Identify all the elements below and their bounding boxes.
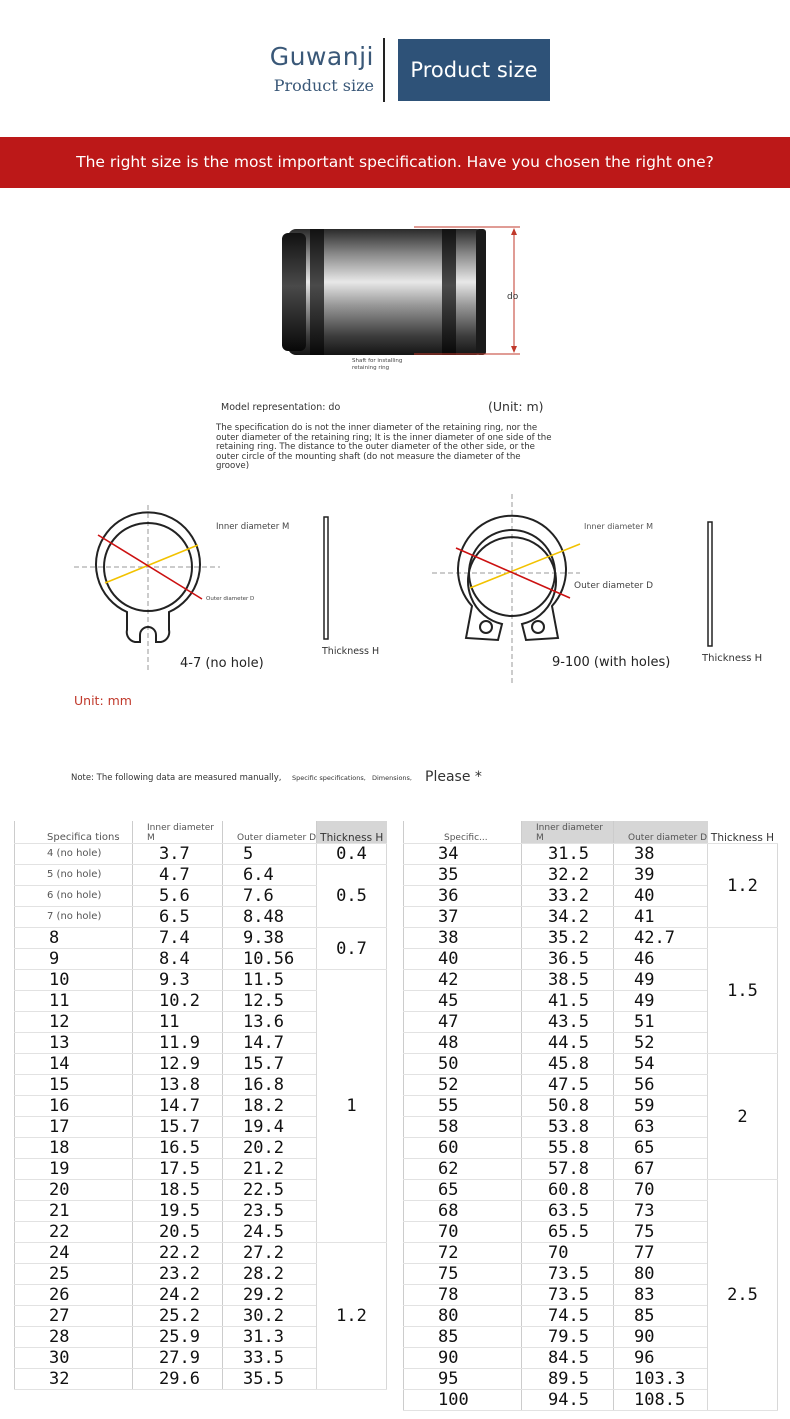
spec-cell: 17 [15,1117,133,1138]
inner-diameter-cell: 57.8 [522,1159,614,1180]
outer-diameter-cell: 49 [614,991,708,1012]
outer-diameter-cell: 15.7 [223,1054,317,1075]
spec-cell: 14 [15,1054,133,1075]
spec-cell: 22 [15,1222,133,1243]
table-row [404,844,778,865]
spec-cell: 24 [15,1243,133,1264]
table-row [15,844,387,865]
outer-diameter-cell: 75 [614,1222,708,1243]
do-label: do [507,292,519,302]
spec-cell: 68 [404,1201,522,1222]
thickness-cell: 1.5 [708,928,778,1054]
outer-diameter-cell: 65 [614,1138,708,1159]
outer-diameter-cell: 10.56 [223,949,317,970]
spec-cell: 36 [404,886,522,907]
inner-diameter-cell: 55.8 [522,1138,614,1159]
outer-diameter-cell: 108.5 [614,1390,708,1411]
thickness-label: Thickness H [702,653,763,664]
spec-cell: 19 [15,1159,133,1180]
spec-cell: 52 [404,1075,522,1096]
spec-cell: 4 (no hole) [15,844,133,865]
inner-diameter-cell: 12.9 [133,1054,223,1075]
data-note: Note: The following data are measured manually, [71,773,282,783]
thickness-cell: 0.4 [317,844,387,865]
outer-diameter-cell: 46 [614,949,708,970]
spec-cell: 65 [404,1180,522,1201]
header-outer: Outer diameter D [614,821,708,844]
inner-diameter-cell: 65.5 [522,1222,614,1243]
spec-cell: 30 [15,1348,133,1369]
inner-diameter-label: Inner diameter M [216,522,290,532]
inner-diameter-cell: 11.9 [133,1033,223,1054]
thickness-cell: 2.5 [708,1180,778,1411]
outer-diameter-cell: 9.38 [223,928,317,949]
outer-diameter-cell: 21.2 [223,1159,317,1180]
spec-cell: 16 [15,1096,133,1117]
spec-table-left [14,821,387,1390]
spec-cell: 62 [404,1159,522,1180]
outer-diameter-cell: 54 [614,1054,708,1075]
table-row [15,865,387,886]
inner-diameter-cell: 7.4 [133,928,223,949]
inner-diameter-cell: 79.5 [522,1327,614,1348]
outer-diameter-cell: 70 [614,1180,708,1201]
inner-diameter-cell: 29.6 [133,1369,223,1390]
outer-diameter-cell: 63 [614,1117,708,1138]
inner-diameter-cell: 4.7 [133,865,223,886]
spec-cell: 58 [404,1117,522,1138]
thickness-cell: 1.2 [708,844,778,928]
inner-diameter-cell: 41.5 [522,991,614,1012]
header-inner: Inner diameter M [133,821,223,844]
spec-cell: 11 [15,991,133,1012]
inner-diameter-cell: 24.2 [133,1285,223,1306]
outer-diameter-cell: 7.6 [223,886,317,907]
inner-diameter-cell: 34.2 [522,907,614,928]
table-row [404,1054,778,1075]
spec-cell: 38 [404,928,522,949]
outer-diameter-cell: 11.5 [223,970,317,991]
spec-table-right [403,821,778,1411]
inner-diameter-cell: 14.7 [133,1096,223,1117]
table-header-row [15,821,387,844]
spec-cell: 70 [404,1222,522,1243]
spec-cell: 8 [15,928,133,949]
outer-diameter-cell: 27.2 [223,1243,317,1264]
outer-diameter-cell: 90 [614,1327,708,1348]
inner-diameter-line [105,545,198,583]
thickness-profile [708,522,712,646]
inner-diameter-cell: 25.9 [133,1327,223,1348]
outer-diameter-cell: 77 [614,1243,708,1264]
spec-cell: 42 [404,970,522,991]
spec-cell: 12 [15,1012,133,1033]
spec-cell: 95 [404,1369,522,1390]
spec-cell: 40 [404,949,522,970]
inner-diameter-cell: 25.2 [133,1306,223,1327]
inner-diameter-cell: 38.5 [522,970,614,991]
outer-diameter-cell: 6.4 [223,865,317,886]
outer-diameter-cell: 67 [614,1159,708,1180]
inner-diameter-cell: 32.2 [522,865,614,886]
spec-cell: 15 [15,1075,133,1096]
model-representation: Model representation: do [221,402,341,413]
table-row [15,1243,387,1264]
header-outer: Outer diameter D [223,821,317,844]
figure-caption: Shaft for installing retaining ring [352,358,403,371]
outer-diameter-cell: 22.5 [223,1180,317,1201]
outer-diameter-cell: 103.3 [614,1369,708,1390]
outer-diameter-cell: 12.5 [223,991,317,1012]
outer-diameter-cell: 85 [614,1306,708,1327]
model-description: The specification do is not the inner diameter of the retaining ring, nor the outer diameter of the retaining ring; It is the inner diameter of one side of the retaining ring. The distance to the outer diameter of the other side, or the outer circle of the mounting shaft (do not measure the diameter of the groove) [216,423,552,472]
inner-diameter-cell: 20.5 [133,1222,223,1243]
thickness-cell: 0.5 [317,865,387,928]
inner-diameter-cell: 60.8 [522,1180,614,1201]
spec-cell: 9 [15,949,133,970]
outer-diameter-cell: 16.8 [223,1075,317,1096]
thickness-cell: 2 [708,1054,778,1180]
inner-diameter-cell: 22.2 [133,1243,223,1264]
inner-diameter-cell: 94.5 [522,1390,614,1411]
outer-diameter-cell: 14.7 [223,1033,317,1054]
inner-diameter-cell: 23.2 [133,1264,223,1285]
outer-diameter-cell: 23.5 [223,1201,317,1222]
diagram-caption-no-hole: 4-7 (no hole) [180,656,264,671]
spec-cell: 25 [15,1264,133,1285]
spec-cell: 85 [404,1327,522,1348]
inner-diameter-cell: 84.5 [522,1348,614,1369]
table-row [15,970,387,991]
inner-diameter-cell: 53.8 [522,1117,614,1138]
brand-block [256,40,374,98]
inner-diameter-cell: 89.5 [522,1369,614,1390]
section-tag: Product size [398,39,550,101]
inner-diameter-cell: 11 [133,1012,223,1033]
spec-cell: 13 [15,1033,133,1054]
thickness-cell: 0.7 [317,928,387,970]
outer-diameter-cell: 38 [614,844,708,865]
inner-diameter-cell: 33.2 [522,886,614,907]
header-spec: Specifica tions [15,821,133,844]
outer-diameter-cell: 56 [614,1075,708,1096]
spec-cell: 5 (no hole) [15,865,133,886]
inner-diameter-cell: 73.5 [522,1264,614,1285]
spec-cell: 10 [15,970,133,991]
spec-cell: 78 [404,1285,522,1306]
inner-diameter-cell: 35.2 [522,928,614,949]
outer-diameter-cell: 19.4 [223,1117,317,1138]
unit-mm: Unit: mm [74,693,132,708]
spec-cell: 21 [15,1201,133,1222]
spec-cell: 80 [404,1306,522,1327]
brand-subtitle: Product size [273,76,374,95]
spec-cell: 55 [404,1096,522,1117]
inner-diameter-cell: 15.7 [133,1117,223,1138]
spec-cell: 20 [15,1180,133,1201]
inner-diameter-cell: 18.5 [133,1180,223,1201]
spec-cell: 35 [404,865,522,886]
outer-diameter-cell: 51 [614,1012,708,1033]
outer-diameter-cell: 20.2 [223,1138,317,1159]
brand-name: Guwanji [269,42,374,71]
spec-cell: 50 [404,1054,522,1075]
header-thickness: Thickness H [708,821,778,844]
outer-diameter-cell: 13.6 [223,1012,317,1033]
spec-cell: 28 [15,1327,133,1348]
spec-cell: 32 [15,1369,133,1390]
outer-diameter-cell: 39 [614,865,708,886]
diagram-caption-with-holes: 9-100 (with holes) [552,655,671,670]
inner-diameter-cell: 44.5 [522,1033,614,1054]
spec-cell: 26 [15,1285,133,1306]
spec-cell: 72 [404,1243,522,1264]
inner-diameter-cell: 70 [522,1243,614,1264]
inner-diameter-label: Inner diameter M [584,522,653,531]
outer-diameter-cell: 42.7 [614,928,708,949]
outer-diameter-cell: 24.5 [223,1222,317,1243]
header-thickness: Thickness H [317,821,387,844]
spec-cell: 45 [404,991,522,1012]
inner-diameter-cell: 19.5 [133,1201,223,1222]
inner-diameter-cell: 6.5 [133,907,223,928]
spec-cell: 6 (no hole) [15,886,133,907]
outer-diameter-cell: 49 [614,970,708,991]
outer-diameter-cell: 59 [614,1096,708,1117]
outer-diameter-label: Outer diameter D [574,581,654,591]
unit-label: (Unit: m) [488,399,544,414]
spec-cell: 90 [404,1348,522,1369]
inner-diameter-cell: 13.8 [133,1075,223,1096]
inner-diameter-cell: 73.5 [522,1285,614,1306]
data-note-spec: Specific specifications, [292,774,366,782]
table-row [15,928,387,949]
thickness-cell: 1.2 [317,1243,387,1390]
outer-diameter-label: Outer diameter D [206,596,255,602]
spec-cell: 18 [15,1138,133,1159]
thickness-label: Thickness H [322,646,380,657]
spec-cell: 75 [404,1264,522,1285]
inner-diameter-line [470,544,580,588]
header-spec: Specific... [404,821,522,844]
outer-diameter-cell: 28.2 [223,1264,317,1285]
spec-cell: 60 [404,1138,522,1159]
outer-diameter-cell: 40 [614,886,708,907]
inner-diameter-cell: 47.5 [522,1075,614,1096]
inner-diameter-cell: 31.5 [522,844,614,865]
outer-diameter-cell: 73 [614,1201,708,1222]
outer-diameter-cell: 80 [614,1264,708,1285]
spec-cell: 7 (no hole) [15,907,133,928]
inner-diameter-cell: 74.5 [522,1306,614,1327]
table-row [404,928,778,949]
outer-diameter-cell: 33.5 [223,1348,317,1369]
outer-diameter-cell: 83 [614,1285,708,1306]
spec-cell: 100 [404,1390,522,1411]
table-row [404,1180,778,1201]
thickness-profile [324,517,328,639]
thickness-cell: 1 [317,970,387,1243]
inner-diameter-cell: 8.4 [133,949,223,970]
data-note-please: Please * [425,769,482,785]
inner-diameter-cell: 10.2 [133,991,223,1012]
spec-cell: 27 [15,1306,133,1327]
inner-diameter-cell: 63.5 [522,1201,614,1222]
spec-cell: 37 [404,907,522,928]
inner-diameter-cell: 17.5 [133,1159,223,1180]
outer-diameter-cell: 8.48 [223,907,317,928]
inner-diameter-cell: 45.8 [522,1054,614,1075]
inner-diameter-cell: 16.5 [133,1138,223,1159]
spec-cell: 48 [404,1033,522,1054]
inner-diameter-cell: 3.7 [133,844,223,865]
inner-diameter-cell: 27.9 [133,1348,223,1369]
inner-diameter-cell: 36.5 [522,949,614,970]
outer-diameter-cell: 96 [614,1348,708,1369]
spec-cell: 47 [404,1012,522,1033]
spec-cell: 34 [404,844,522,865]
inner-diameter-cell: 43.5 [522,1012,614,1033]
outer-diameter-cell: 5 [223,844,317,865]
sleeve-body [282,229,486,355]
ring-diagram-no-hole [70,495,390,685]
ring-diagram-with-holes [430,490,780,690]
outer-diameter-cell: 35.5 [223,1369,317,1390]
data-note-dims: Dimensions, [372,774,413,782]
outer-diameter-cell: 41 [614,907,708,928]
outer-diameter-cell: 52 [614,1033,708,1054]
inner-diameter-cell: 50.8 [522,1096,614,1117]
inner-diameter-cell: 9.3 [133,970,223,991]
outer-diameter-cell: 30.2 [223,1306,317,1327]
outer-diameter-cell: 31.3 [223,1327,317,1348]
outer-diameter-cell: 29.2 [223,1285,317,1306]
outer-diameter-cell: 18.2 [223,1096,317,1117]
table-header-row [404,821,778,844]
inner-diameter-cell: 5.6 [133,886,223,907]
product-figure [270,215,550,375]
header-divider [383,38,385,102]
red-banner: The right size is the most important specification. Have you chosen the right one? [0,137,790,188]
header-inner: Inner diameter M [522,821,614,844]
